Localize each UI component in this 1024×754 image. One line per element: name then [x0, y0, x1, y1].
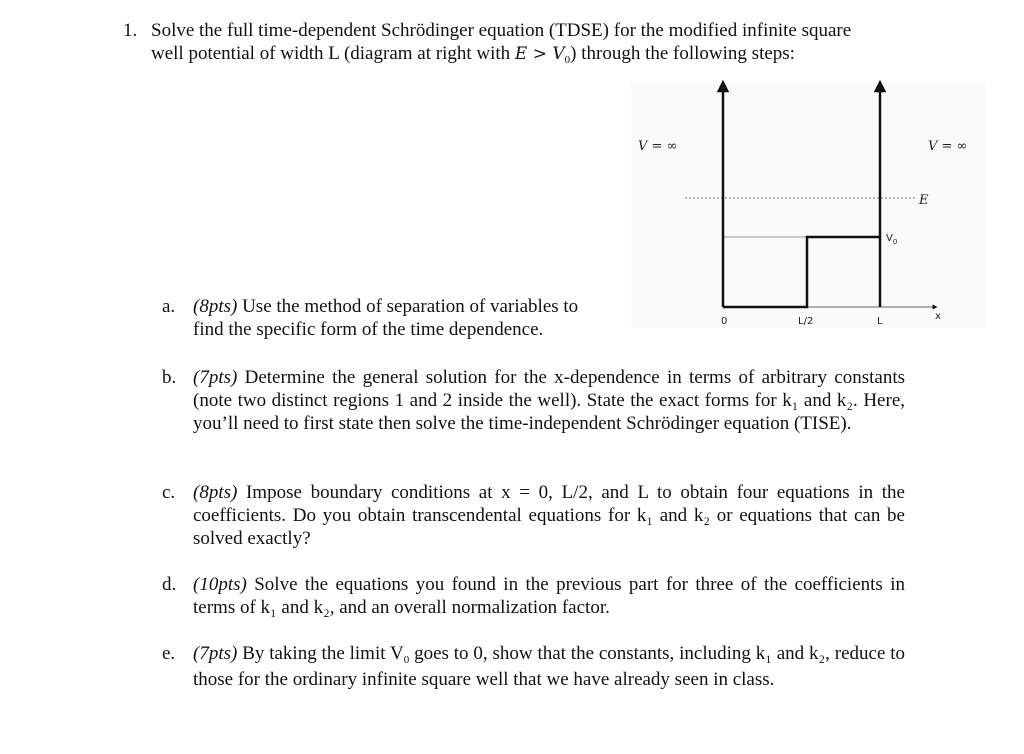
part-e-label: e.: [162, 643, 176, 664]
part-d-text: (10pts) Solve the equations you found in the previous part for three of the coefficients in terms of k₁ and k₂, and an overall normalization factor.: [193, 574, 905, 618]
energy-label: E: [919, 193, 929, 208]
v0-label: $V_0$: [886, 233, 898, 246]
tick-L-label: L: [877, 316, 883, 327]
part-c-text: (8pts) Impose boundary conditions at x = 0, L/2, and L to obtain four equations in the coefficients. Do you obtain transcendental equations for k₁ and k₂ or equations that can be solved exactly?: [193, 482, 905, 549]
part-a-line2: find the specific form of the time dependence.: [193, 319, 544, 340]
part-b-label: b.: [162, 367, 177, 388]
v-infinity-right-label: V = ∞: [928, 139, 968, 154]
x-axis-label: x: [935, 311, 941, 322]
problem-intro-line1: Solve the full time-dependent Schrödinger equation (TDSE) for the modified infinite square: [151, 20, 852, 41]
problem-number: 1.: [123, 20, 138, 41]
tick-zero-label: 0: [721, 316, 728, 327]
part-a-label: a.: [162, 296, 176, 317]
tick-half-label: L/2: [798, 316, 814, 327]
part-c-label: c.: [162, 482, 176, 503]
potential-well-diagram: [615, 78, 995, 338]
part-b-text: (7pts) Determine the general solution for the x-dependence in terms of arbitrary constants (note two distinct regions 1 and 2 inside the well). State the exact forms for k₁ and k₂. Here, you’ll need to first state then solve the time-independent Schrödinger equation (TISE).: [193, 367, 906, 434]
part-d-label: d.: [162, 574, 177, 595]
v-infinity-left-label: V = ∞: [638, 139, 678, 154]
part-a-line1: (8pts) Use the method of separation of variables to: [193, 296, 579, 317]
part-e-text: (7pts) By taking the limit $V_0$ goes to 0, show that the constants, including k₁ and k₂, reduce to those for the ordinary infinite square well that we have already seen in class.: [193, 643, 906, 690]
problem-intro-line2: well potential of width L (diagram at right with $E > V_0$) through the following steps:: [151, 43, 795, 66]
